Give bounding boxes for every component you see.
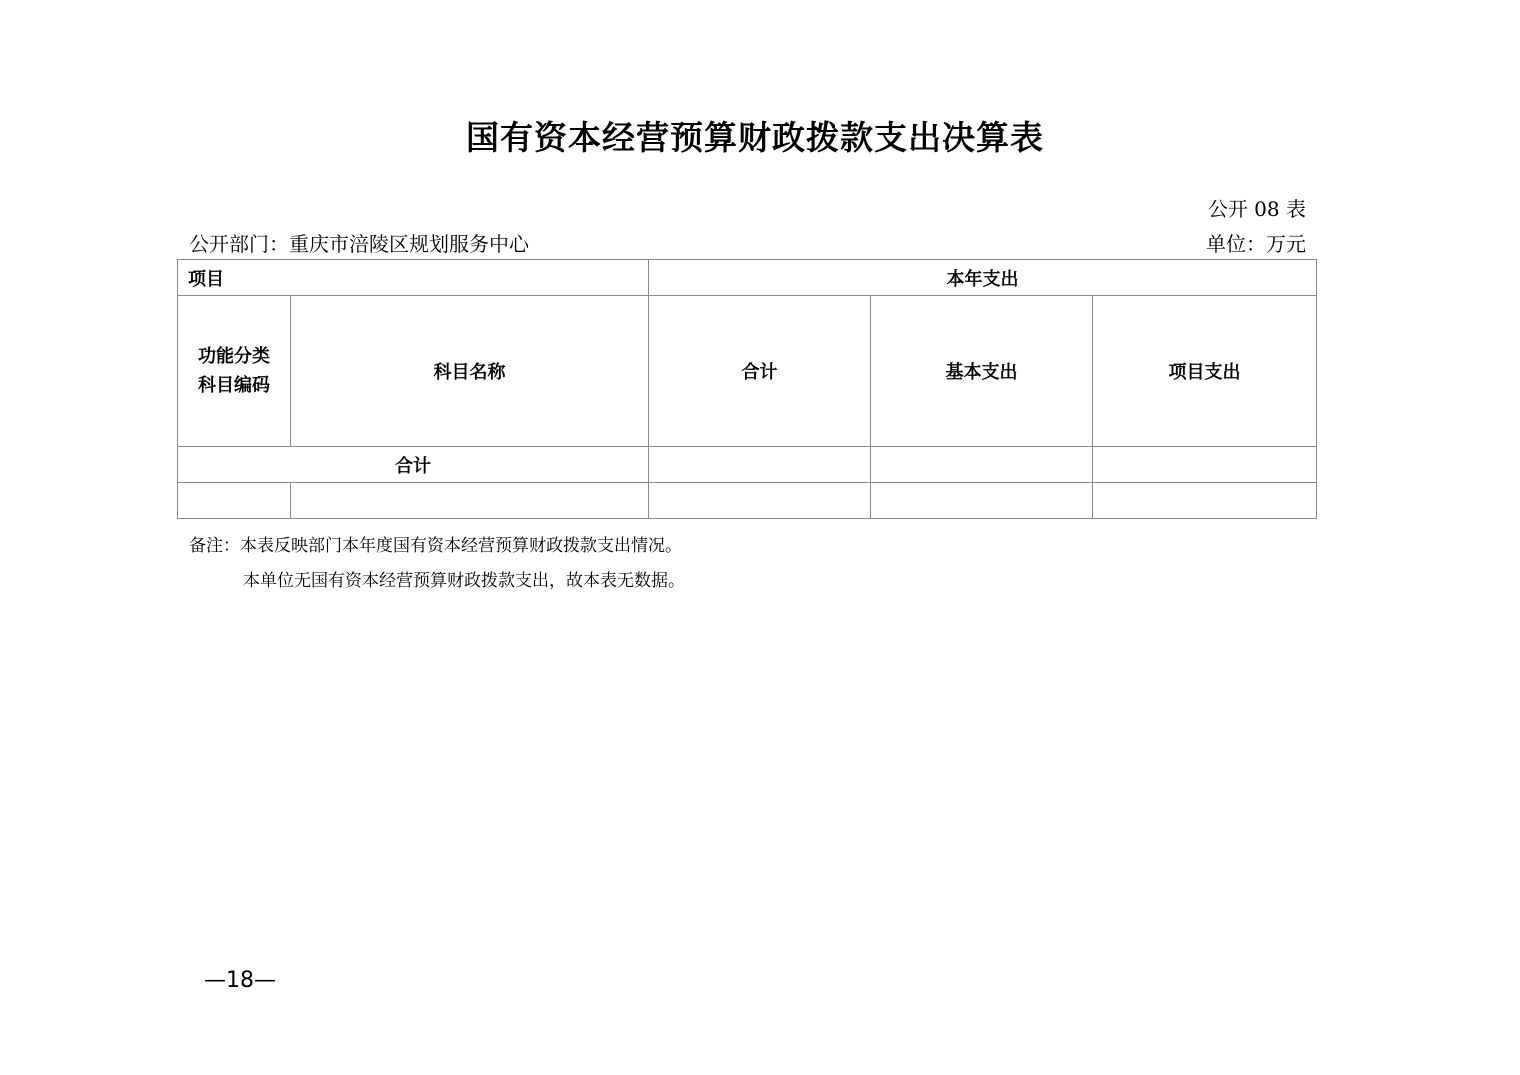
header-code-line1: 功能分类 [198,346,270,367]
header-project-expense: 项目支出 [1093,296,1317,447]
page-number: —18— [204,968,276,993]
total-label: 合计 [178,447,649,483]
note-line-2: 本单位无国有资本经营预算财政拨款支出，故本表无数据。 [243,571,685,591]
header-year-expense: 本年支出 [649,260,1317,296]
department-label: 公开部门：重庆市涪陵区规划服务中心 [189,232,529,256]
empty-cell [649,483,871,519]
header-project: 项目 [178,260,649,296]
project-total-cell [1093,447,1317,483]
empty-cell [291,483,649,519]
note-line-1: 备注：本表反映部门本年度国有资本经营预算财政拨款支出情况。 [189,536,682,556]
total-cell [649,447,871,483]
empty-cell [178,483,291,519]
table-header-row [178,260,1317,296]
header-code-line2: 科目编码 [198,375,270,396]
header-total: 合计 [649,296,871,447]
empty-cell [871,483,1093,519]
column-header-row [178,296,1317,447]
header-basic-expense: 基本支出 [871,296,1093,447]
basic-total-cell [871,447,1093,483]
page-title: 国有资本经营预算财政拨款支出决算表 [466,118,1044,157]
expense-table [177,259,1317,519]
unit-label: 单位：万元 [1206,232,1306,256]
table-row [178,483,1317,519]
form-number: 公开 08 表 [1207,197,1306,221]
empty-cell [1093,483,1317,519]
total-row [178,447,1317,483]
header-function-code [178,296,291,447]
header-subject-name: 科目名称 [291,296,649,447]
